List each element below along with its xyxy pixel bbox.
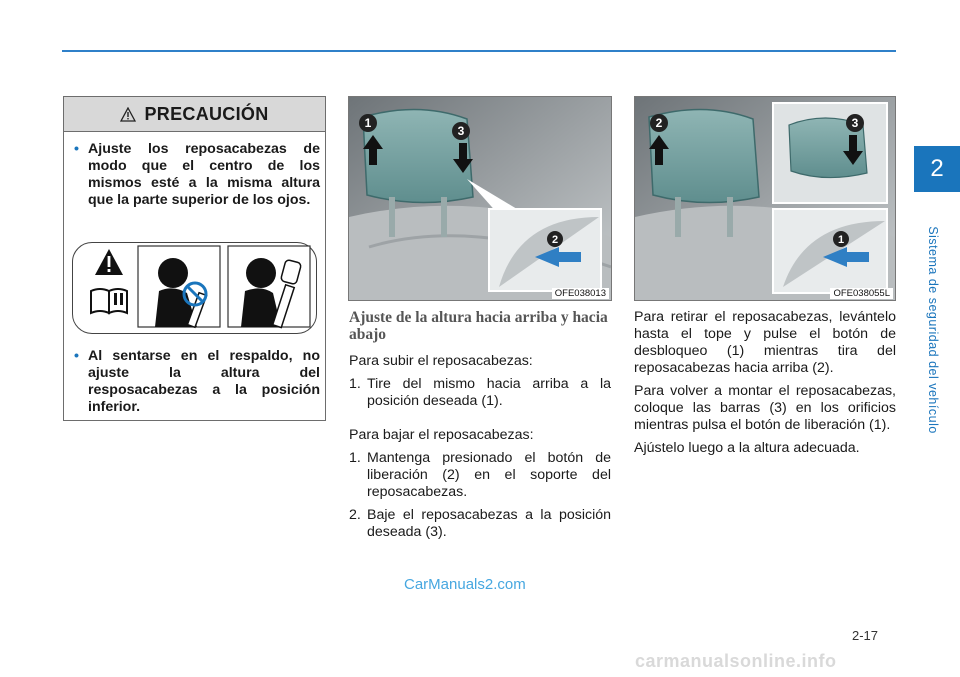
step-text: Tire del mismo hacia arriba a la posición deseada (1). [367,376,611,409]
bullet-dot: • [74,141,79,157]
chapter-label-container [922,200,944,460]
watermark-link[interactable]: CarManuals2.com [404,576,526,593]
lower-intro: Para bajar el reposacabezas: [349,427,534,443]
section-heading: Ajuste de la altura hacia arriba y hacia abajo [349,309,608,343]
warning-triangle-icon [120,107,136,122]
top-rule [62,50,896,52]
chapter-number: 2 [930,155,944,182]
headrest-photo-right [634,96,896,301]
caution-bullet-2 [74,348,320,416]
bullet-dot: • [74,348,79,364]
right-column [634,309,896,463]
raise-intro: Para subir el reposacabezas: [349,353,533,369]
chapter-tab[interactable] [914,146,960,192]
svg-text:2: 2 [551,234,559,246]
raise-step-1 [349,376,611,410]
caution-box [63,96,326,421]
caution-header [64,97,325,132]
reinstall-paragraph: Para volver a montar el reposacabezas, coloque las barras (3) en los orificios mientras pulsa el botón de liberación (1). [634,383,896,433]
caution-bullet-1-text: Ajuste los reposacabezas de modo que el centro de los mismos esté a la misma altura que la parte superior de los ojos. [88,141,320,208]
svg-text:1: 1 [837,234,845,246]
headrest-photo-left [348,96,612,301]
svg-text:2: 2 [655,116,663,130]
photo-code-left: OFE038013 [552,288,609,299]
remove-paragraph: Para retirar el reposacabezas, levántelo hasta el tope y pulse el botón de desbloqueo (1) mientras tira del reposacabezas hacia arriba (2). [634,309,896,376]
step-text: Baje el reposacabezas a la posición deseada (3). [367,507,611,540]
manual-warning-icon [91,249,127,313]
headrest-pictogram [72,242,317,334]
caution-title: PRECAUCIÓN [144,103,269,124]
chapter-label: Sistema de seguridad del vehículo [926,226,940,434]
footer-watermark: carmanualsonline.info [635,651,837,671]
step-number: 1. [349,450,361,466]
svg-text:3: 3 [851,116,859,130]
lower-step-1 [349,450,611,501]
caution-bullet-1 [74,141,320,209]
caution-bullet-2-text: Al sentarse en el respaldo, no ajuste la altura del resposacabezas a la posición inferior. [88,348,320,415]
photo-code-right: OFE038055L [830,288,893,299]
adjust-paragraph: Ajústelo luego a la altura adecuada. [634,440,860,456]
step-number: 2. [349,507,361,523]
step-number: 1. [349,376,361,392]
svg-text:1: 1 [364,116,372,130]
lower-step-2 [349,507,611,541]
page-number: 2-17 [852,628,879,643]
middle-column [349,309,611,547]
step-text: Mantenga presionado el botón de liberación (2) en el soporte del reposacabezas. [367,450,611,500]
svg-text:3: 3 [457,124,465,138]
